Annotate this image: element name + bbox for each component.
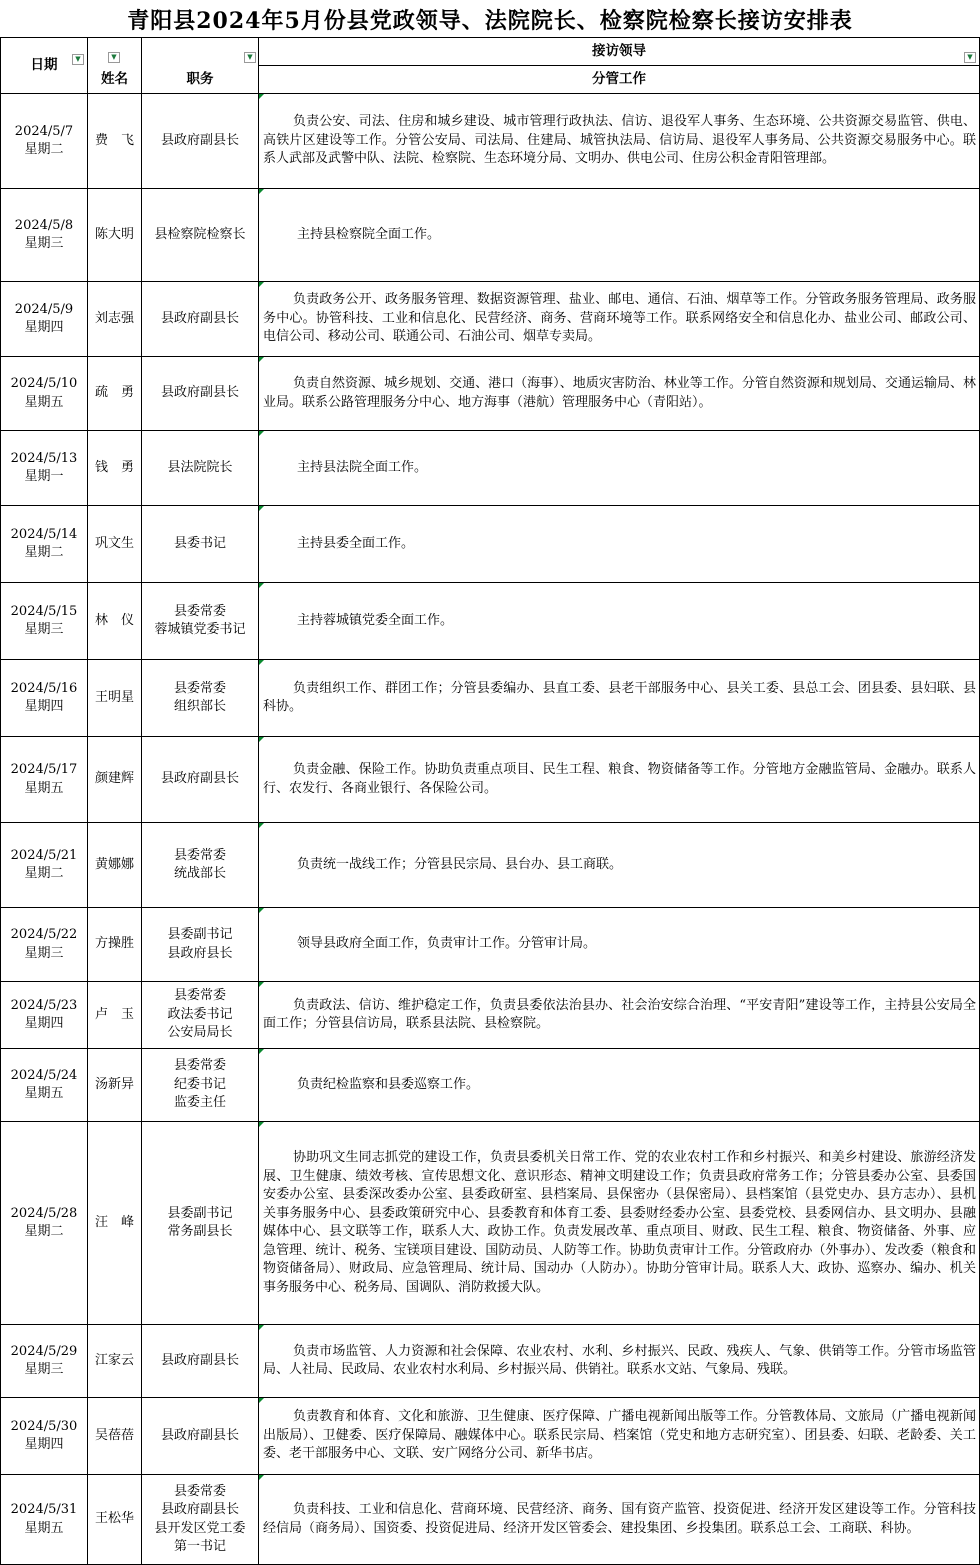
date-cell [1,1398,88,1475]
weekday-value: 星期四 [24,320,64,335]
position-cell [142,506,259,583]
position-line: 县政府副县长 [160,1427,239,1443]
weekday-value: 星期三 [24,622,64,637]
weekday-value: 星期三 [24,1362,64,1377]
duty-text: 主持县检察院全面工作。 [297,226,441,242]
date-cell [1,982,88,1049]
name-cell: 钱 勇 [88,431,142,506]
duty-text: 协助巩文生同志抓党的建设工作，负责县委机关日常工作、党的农业农村工作和乡村振兴、和美乡村建设、旅游经济发展、卫生健康、绩效考核、宣传思想文化、意识形态、精神文明建设工作；负责县政府常务工作；分管县委办公室、县委国安委办公室、县委深改委办公室、县委政研室、县档案局、县保密办（县保密局）、县档案馆（县党史办、县方志办）、县机关事务服务中心、县委政策研究中心、县委教育和体育工委、县委财经委办公室、县委党校、县委网信办、县文明办、县融媒体中心、县文联等工作，联系人大、政协工作。负责发展改革、重点项目、财政、民生工程、粮食、物资储备、外事、应急管理、统计、税务、宝镁项目建设、国防动员、人防等工作。协助负责审计工作。分管政府办（外事办）、发改委（粮食和物资储备局）、财政局、应急管理局、统计局、国动办（人防办）。协助分管审计局。联系人大、政协、巡察办、编办、机关事务服务中心、税务局、国调队、消防救援大队。 [263,1150,976,1295]
duty-cell [259,583,980,660]
cell-marker-icon [259,1049,264,1054]
position-cell [142,823,259,908]
group-header: 接访领导 ▼ [259,38,980,66]
schedule-table [0,37,980,1565]
duty-text: 负责政务公开、政务服务管理、数据资源管理、盐业、邮电、通信、石油、烟草等工作。分管政务服务管理局、政务服务中心。协管科技、工业和信息化、民营经济、商务、营商环境等工作。联系网络安全和信息化办、盐业公司、邮政公司、电信公司、移动公司、联通公司、石油公司、烟草专卖局。 [263,292,976,345]
duty-cell [259,737,980,823]
table-row [1,908,980,982]
position-line: 组织部长 [173,699,226,714]
date-value: 2024/5/7 [14,123,74,139]
name-cell: 费 飞 [88,94,142,189]
position-line: 蓉城镇党委书记 [154,622,246,637]
position-cell [142,1122,259,1325]
duty-text: 主持蓉城镇党委全面工作。 [297,612,454,628]
duty-cell [259,282,980,357]
position-header: 职务 [142,66,259,94]
name-cell: 黄娜娜 [88,823,142,908]
position-cell [142,583,259,660]
name-header: 姓名 [88,66,142,94]
duty-cell [259,94,980,189]
position-line: 县政府副县长 [160,310,239,326]
position-line: 县委书记 [173,535,226,551]
date-cell [1,660,88,737]
cell-marker-icon [259,908,264,913]
name-cell: 方操胜 [88,908,142,982]
date-cell [1,823,88,908]
position-cell [142,982,259,1049]
date-cell [1,282,88,357]
position-line: 政法委书记 [167,1006,233,1022]
cell-marker-icon [259,660,264,665]
cell-marker-icon [259,982,264,987]
date-value: 2024/5/13 [10,450,78,466]
position-cell [142,1475,259,1565]
filter-dropdown-icon[interactable]: ▼ [108,52,120,63]
date-cell [1,908,88,982]
duty-cell [259,1325,980,1398]
cell-marker-icon [259,282,264,287]
duty-cell [259,908,980,982]
name-cell: 汤新异 [88,1049,142,1122]
table-row [1,1325,980,1398]
position-cell [142,1049,259,1122]
cell-marker-icon [259,737,264,742]
name-cell: 疏 勇 [88,357,142,431]
weekday-value: 星期四 [24,1437,64,1452]
filter-dropdown-icon[interactable]: ▼ [244,52,256,63]
duty-text: 负责统一战线工作；分管县民宗局、县台办、县工商联。 [297,856,623,872]
duty-cell [259,506,980,583]
weekday-value: 星期二 [24,866,64,881]
position-line: 县委常委 [173,1483,226,1499]
table-row [1,982,980,1049]
cell-marker-icon [259,1475,264,1480]
header-spacer-name [88,38,142,66]
date-value: 2024/5/15 [10,603,78,619]
position-line: 统战部长 [173,866,226,881]
position-line: 常务副县长 [167,1224,233,1239]
name-cell: 汪 峰 [88,1122,142,1325]
weekday-value: 星期二 [24,1224,64,1239]
filter-dropdown-icon[interactable]: ▼ [964,52,976,63]
weekday-value: 星期四 [24,1016,64,1031]
duty-cell [259,1049,980,1122]
duty-text: 负责公安、司法、住房和城乡建设、城市管理行政执法、信访、退役军人事务、生态环境、公共资源交易监管、供电、高铁片区建设等工作。分管公安局、司法局、住建局、城管执法局、信访局、退役军人事务局、公共资源交易服务中心。联系人武部及武警中队、法院、检察院、生态环境分局、文明办、供电公司、住房公积金青阳管理部。 [263,114,976,167]
duty-cell [259,660,980,737]
table-row [1,431,980,506]
duty-cell [259,823,980,908]
weekday-value: 星期四 [24,699,64,714]
date-value: 2024/5/24 [10,1067,78,1083]
cell-marker-icon [259,189,264,194]
name-cell: 江家云 [88,1325,142,1398]
table-row [1,357,980,431]
date-cell [1,1325,88,1398]
weekday-value: 星期二 [24,545,64,560]
date-cell [1,94,88,189]
date-value: 2024/5/21 [10,847,78,863]
date-cell [1,1475,88,1565]
position-cell [142,737,259,823]
table-row [1,189,980,282]
position-cell [142,189,259,282]
date-value: 2024/5/22 [10,927,78,942]
date-cell [1,1122,88,1325]
cell-marker-icon [259,1122,264,1127]
position-line: 县政府县长 [167,945,233,961]
table-row [1,1122,980,1325]
date-value: 2024/5/14 [10,526,78,542]
position-cell [142,357,259,431]
duty-text: 领导县政府全面工作，负责审计工作。分管审计局。 [297,936,597,952]
position-line: 县委常委 [173,603,226,619]
cell-marker-icon [259,431,264,436]
position-line: 监委主任 [173,1095,226,1111]
name-cell: 陈大明 [88,189,142,282]
name-cell: 卢 玉 [88,982,142,1049]
cell-marker-icon [259,1325,264,1330]
name-cell: 王明星 [88,660,142,737]
duty-header: 分管工作 [259,66,980,94]
date-value: 2024/5/23 [10,997,78,1013]
table-row [1,823,980,908]
duty-text: 主持县法院全面工作。 [297,459,428,475]
position-line: 县委常委 [173,1058,226,1074]
page-title: 青阳县2024年5月份县党政领导、法院院长、检察院检察长接访安排表 [127,8,853,34]
date-value: 2024/5/10 [10,376,78,391]
duty-cell [259,1122,980,1325]
name-cell: 吴蓓蓓 [88,1398,142,1475]
duty-text: 负责教育和体育、文化和旅游、卫生健康、医疗保障、广播电视新闻出版等工作。分管教体局、文旅局（广播电视新闻出版局）、卫健委、医疗保障局、融媒体中心。联系民宗局、档案馆（党史和地方志研究室）、团县委、妇联、老龄委、关工委、老干部服务中心、文联、安广网络分公司、新华书店。 [263,1409,976,1462]
weekday-value: 星期三 [24,236,64,251]
date-value: 2024/5/9 [14,301,74,317]
position-line: 县政府副县长 [160,771,239,787]
date-value: 2024/5/8 [14,217,74,233]
duty-text: 负责自然资源、城乡规划、交通、港口（海事）、地质灾害防治、林业等工作。分管自然资源和规划局、交通运输局、林业局。联系公路管理服务分中心、地方海事（港航）管理服务中心（青阳站）。 [263,376,976,410]
position-line: 县政府副县长 [160,385,239,401]
duty-cell [259,357,980,431]
table-row [1,94,980,189]
weekday-value: 星期五 [24,780,64,796]
date-cell [1,737,88,823]
duty-cell [259,189,980,282]
duty-text: 负责金融、保险工作。协助负责重点项目、民生工程、粮食、物资储备等工作。分管地方金融监管局、金融办。联系人行、农发行、各商业银行、各保险公司。 [263,762,976,796]
weekday-value: 星期五 [24,394,64,410]
table-row [1,506,980,583]
date-cell [1,189,88,282]
duty-text: 负责市场监管、人力资源和社会保障、农业农村、水利、乡村振兴、民政、残疾人、气象、供销等工作。分管市场监管局、人社局、民政局、农业农村水利局、乡村振兴局、供销社。联系水文站、气象局、残联。 [263,1343,976,1377]
position-cell [142,660,259,737]
position-cell [142,1325,259,1398]
weekday-value: 星期五 [24,1520,64,1536]
date-cell [1,431,88,506]
position-line: 县政府副县长 [160,1352,239,1368]
cell-marker-icon [259,357,264,362]
duty-text: 负责纪检监察和县委巡察工作。 [297,1076,480,1092]
duty-cell [259,1398,980,1475]
cell-marker-icon [259,823,264,828]
weekday-value: 星期二 [24,142,64,157]
duty-text: 负责组织工作、群团工作；分管县委编办、县直工委、县老干部服务中心、县关工委、县总工会、团县委、县妇联、县科协。 [263,680,976,714]
date-cell [1,506,88,583]
date-value: 2024/5/30 [10,1418,78,1434]
duty-cell [259,431,980,506]
position-cell [142,94,259,189]
position-line: 县委副书记 [167,1205,233,1221]
header-spacer-position [142,38,259,66]
date-value: 2024/5/28 [10,1205,78,1221]
cell-marker-icon [259,583,264,588]
position-line: 县委常委 [173,847,226,863]
duty-cell [259,982,980,1049]
duty-text: 负责科技、工业和信息化、营商环境、民营经济、商务、国有资产监管、投资促进、经济开发区建设等工作。分管科技经信局（商务局）、国资委、投资促进局、经济开发区管委会、建投集团、乡投集团。联系总工会、工商联、科协。 [263,1502,976,1536]
weekday-value: 星期五 [24,1086,64,1101]
name-cell: 王松华 [88,1475,142,1565]
weekday-value: 星期三 [24,945,64,961]
position-line: 县委副书记 [167,927,233,942]
position-line: 县政府副县长 [160,132,239,148]
position-line: 县政府副县长 [160,1502,239,1517]
position-line: 纪委书记 [173,1076,226,1092]
position-line: 县委常委 [173,988,226,1004]
date-value: 2024/5/17 [10,762,78,777]
position-cell [142,431,259,506]
duty-text: 负责政法、信访、维护稳定工作，负责县委依法治县办、社会治安综合治理、“平安青阳”建设等工作，主持县公安局全面工作；分管县信访局，联系县法院、县检察院。 [263,997,976,1031]
table-row [1,660,980,737]
position-cell [142,908,259,982]
name-cell: 刘志强 [88,282,142,357]
date-value: 2024/5/16 [10,680,78,696]
name-cell: 巩文生 [88,506,142,583]
position-line: 县开发区党工委 [154,1520,246,1536]
weekday-value: 星期一 [24,469,64,484]
position-line: 第一书记 [173,1539,226,1554]
date-cell [1,1049,88,1122]
table-row [1,282,980,357]
cell-marker-icon [259,94,264,99]
cell-marker-icon [259,506,264,511]
position-cell [142,282,259,357]
position-line: 县法院院长 [167,459,233,475]
name-cell: 颜建辉 [88,737,142,823]
filter-dropdown-icon[interactable]: ▼ [72,54,84,65]
name-cell: 林 仪 [88,583,142,660]
position-line: 公安局局长 [167,1025,233,1041]
table-row [1,1475,980,1565]
date-cell [1,583,88,660]
duty-text: 主持县委全面工作。 [297,535,415,551]
date-value: 2024/5/29 [10,1343,78,1359]
date-cell [1,357,88,431]
table-row [1,737,980,823]
table-row [1,1398,980,1475]
date-header: 日期 ▼ [1,38,88,94]
position-line: 县检察院检察长 [154,226,246,242]
duty-cell [259,1475,980,1565]
position-cell [142,1398,259,1475]
date-value: 2024/5/31 [10,1502,78,1517]
table-row [1,583,980,660]
position-line: 县委常委 [173,680,226,696]
table-row [1,1049,980,1122]
cell-marker-icon [259,1398,264,1403]
